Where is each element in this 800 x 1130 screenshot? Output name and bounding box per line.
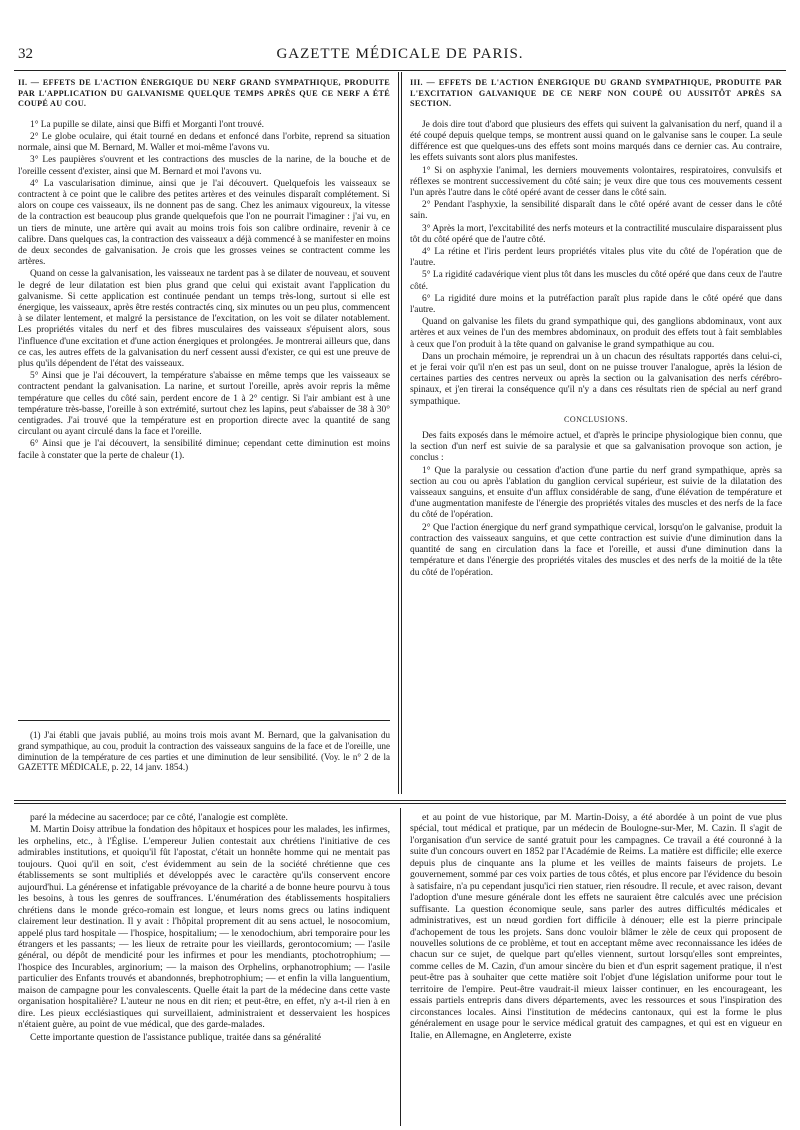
- column-divider-top: [398, 72, 399, 794]
- section-heading-iii: III. — EFFETS DE L'ACTION ÉNERGIQUE DU GRAND SYMPATHIQUE, PRODUITE PAR L'EXCITATION GALVANIQUE DE CE NERF NON COUPÉ OU AUSSITÔT APRÈS SA SECTION.: [410, 78, 782, 109]
- section-heading-ii: II. — EFFETS DE L'ACTION ÉNERGIQUE DU NERF GRAND SYMPATHIQUE, PRODUITE PAR L'APPLICATION DU GALVANISME QUELQUE TEMPS APRÈS QUE CE NERF A ÉTÉ COUPÉ AU COU.: [18, 78, 390, 109]
- paragraph: Je dois dire tout d'abord que plusieurs des effets qui suivent la galvanisation du nerf, quand il a été coupé depuis quelque temps, se montrent aussi quand on le galvanise sans le couper. La seule différence est que quelques-uns des effets sont moins marqués dans ce dernier cas. Au contraire, les effets suivants sont alors plus manifestes.: [410, 119, 782, 164]
- paragraph: 5° La rigidité cadavérique vient plus tôt dans les muscles du côté opéré que dans ceux de l'autre côté.: [410, 270, 782, 292]
- column-divider-top-2: [401, 72, 402, 794]
- paragraph: Quand on galvanise les filets du grand sympathique qui, des ganglions abdominaux, vont aux artères et aux veines de l'un des membres abdominaux, on produit des effets tout à fait semblables à ceux que l'on produit à la tête quand on galvanise le grand sympathique au cou.: [410, 317, 782, 350]
- paragraph: et au point de vue historique, par M. Martin-Doisy, a été abordée à un point de vue plus spécial, tout médical et pratique, par un médecin de Boulogne-sur-Mer, M. Cazin. Il s'agit de l'organisation d'un service de santé gratuit pour les campagnes. Ce travail a été couronné à la suite d'un concours ouvert en 1852 par l'Académie de Reims. La matière est difficile; elle exerce depuis plus de cinquante ans la plume et les veilles de maints faiseurs de projets. Le gouvernement, sommé par ces voix parties de tous côtés, et plus encore par l'évidence du besoin à satisfaire, n'a pu cependant jusqu'ici rien statuer, rien résoudre. Il recule, et avec raison, devant l'adoption d'une mesure générale dont les effets ne sauraient être calculés avec une précision suffisante. La question économique seule, sans parler des autres difficultés médicales et administratives, est un nœud gordien fort difficile à dénouer; elle est la pierre principale d'achopement de tous les projets. Sans donc vouloir blâmer le zèle de ceux qui proposent de nouvelles solutions de ce problème, et tout en acceptant même avec reconnaissance les idées de chacun sur ce sujet, de quelque part qu'elles viennent, surtout lorsqu'elles sont empreintes, comme celles de M. Cazin, d'un amour sincère du bien et d'un esprit sagement pratique, il n'est peut-être pas à souhaiter que cette matière soit l'objet d'une législation uniforme pour tout le territoire de l'empire. Peut-être vaudrait-il mieux laisser continuer, en les encourageant, les essais partiels entrepris dans divers départements, avec les ressources et sous l'inspiration des circonstances locales. Ainsi l'institution de médecins cantonaux, qui est la forme le plus généralement en usage pour le service médical gratuit des campagnes, et qui est en vigueur en Italie, en Allemagne, en Angleterre, existe: [410, 812, 782, 1041]
- paragraph: 5° Ainsi que je l'ai découvert, la température s'abaisse en même temps que les vaisseaux se contractent pendant la galvanisation. La narine, et surtout l'oreille, après avoir repris la même température que celles du côté sain, perdent encore de 1 à 2° centigr. Si l'air ambiant est à une température très-basse, l'oreille à son extrémité, surtout chez les lapins, peut s'abaisser de 38 à 30° centigrades. J'ai trouvé que la température est en proportion directe avec la quantité de sang circulant ou ayant circulé dans la face et l'oreille.: [18, 371, 390, 438]
- paragraph: 2° Que l'action énergique du nerf grand sympathique cervical, lorsqu'on le galvanise, produit la contraction des vaisseaux sanguins, et que cette contraction est suivie d'une diminution dans la quantité de sang en circulation dans la face et l'oreille, et aussi d'une diminution dans la température et dans l'énergie des propriétés vitales des muscles et des nerfs de la moitié de la tête du côté de l'opération.: [410, 522, 782, 578]
- paragraph: Cette importante question de l'assistance publique, traitée dans sa généralité: [30, 1031, 322, 1043]
- paragraph: paré la médecine au sacerdoce; par ce côté, l'analogie est complète.: [30, 812, 288, 823]
- right-bottom-column: [410, 812, 782, 1128]
- paragraph: 1° Que la paralysie ou cessation d'action d'une partie du nerf grand sympathique, après sa section au cou ou après l'ablation du ganglion cervical supérieur, est suivie de la dilatation des vaisseaux sanguins, et ensuite d'un afflux considérable de sang, d'une élévation de température et d'une augmentation manifeste de l'énergie des propriétés vitales des muscles et des nerfs de la face du côté de l'opération.: [410, 465, 782, 521]
- paragraph: 3° Les paupières s'ouvrent et les contractions des muscles de la narine, de la bouche et de l'oreille cessent d'exister, ainsi que M. Bernard et moi l'avons vu.: [18, 155, 390, 177]
- paragraph: 6° Ainsi que je l'ai découvert, la sensibilité diminue; cependant cette diminution est moins facile à constater que la perte de chaleur (1).: [18, 439, 390, 461]
- paragraph: 4° La vascularisation diminue, ainsi que je l'ai découvert. Quelquefois les vaisseaux se contractent à ce point que le calibre des petites artères et des veinules disparaît complétement. Si alors on coupe ces vaisseaux, ils ne donnent pas de sang. Chez les animaux vigoureux, la vitesse de la contraction est beaucoup plus grande quelquefois que l'on ne pourrait l'imaginer : j'ai vu, en un tiers de minute, une artère qui avait au moins trois fois son calibre ordinaire, revenir à ce calibre. Dans quelques cas, la contraction des vaisseaux a déjà commencé à se manifester en moins de deux secondes de galvanisation. Je crois que les grosses veines se contractent comme les artères.: [18, 178, 390, 268]
- conclusions-title: CONCLUSIONS.: [563, 414, 628, 424]
- paragraph: Quand on cesse la galvanisation, les vaisseaux ne tardent pas à se dilater de nouveau, et souvent le degré de leur dilatation est bien plus grand que celui qui existait avant l'application du galvanisme. Si cette application est continuée pendant un temps très-long, surtout si elle est énergique, les vaisseaux, après être restés contractés cinq, six minutes ou un peu plus, commencent à se dilater lentement, et malgré la persistance de l'excitation, on les voit se dilater notablement. Les propriétés vitales du nerf et des fibres musculaires des vaisseaux s'épuisent alors, sous l'influence d'une excitation et d'une action énergiques et prolongées. Je montrerai ailleurs que, dans ce cas, les autres effets de la galvanisation du nerf cessent aussi d'exister, ce qui est une preuve de plus qu'ils dépendent de l'état des vaisseaux.: [18, 269, 390, 370]
- footnote-rule: [18, 720, 390, 721]
- paragraph: Des faits exposés dans le mémoire actuel, et d'après le principe physiologique bien connu, que la section d'un nerf est suivie de sa paralysie et que sa galvanisation provoque son action, je conclus :: [410, 431, 782, 464]
- paragraph: M. Martin Doisy attribue la fondation des hôpitaux et hospices pour les malades, les infirmes, les orphelins, etc., à l'Église. L'empereur Julien contestait aux chrétiens l'initiative de ces admirables institutions, et quoiqu'il fût l'apostat, c'était un honnête homme qui ne mentait pas toujours. Quoi qu'il en soit, c'est évidemment au sein de la société chrétienne que ces établissements se sont multipliés et développés avec le caractère qu'ils conservent encore aujourd'hui. La générense et infatigable prévoyance de la charité a de bonne heure pourvu à tous les besoins, à tous les genres de souffrances. L'énumération des établissements hospitaliers chrétiens dans le monde gréco-romain est longue, et leurs noms grecs ou latins indiquent clairement leur destination. Il y avait : l'hôpital proprement dit au sens actuel, le nosocomium, appelé plus tard hospitale — l'hospice, hospitalium; — le xenodochium, abri temporaire pour les étrangers et les passants; — les lieux de retraite pour les vieillards, gerontocomium; — l'asile général, ou dépôt de mendicité pour les infirmes et pour les mendiants, ptochotrophium; — l'hospice des Incurables, arginorium; — la maison des Orphelins, orphanotrophium; — l'asile particulier des Enfants trouvés et abandonnés, brephotrophium; — et enfin la villa languentium, maison de campagne pour les convalescents. Quelle était la part de la médecine dans cette vaste organisation hospitalière? L'auteur ne nous en dit rien; et peut-être, en effet, n'y a-t-il rien à en dire. Les pieux ecclésiastiques qui surveillaient, administraient et desservaient les hospices n'étaient guère, au point de vue médical, que des garde-malades.: [18, 824, 390, 1031]
- paragraph: 4° La rétine et l'iris perdent leurs propriétés vitales plus vite du côté de l'opération que de l'autre.: [410, 247, 782, 269]
- paragraph: 3° Après la mort, l'excitabilité des nerfs moteurs et la contractilité musculaire disparaissent plus tôt du côté opéré que de l'autre côté.: [410, 223, 782, 245]
- left-bottom-column: [18, 812, 390, 1128]
- section-divider-2: [14, 803, 786, 804]
- paragraph: 6° La rigidité dure moins et la putréfaction paraît plus rapide dans le côté opéré que dans l'autre.: [410, 293, 782, 316]
- footnote: [18, 730, 390, 794]
- footnote-text: (1) J'ai établi que javais publié, au moins trois mois avant M. Bernard, que la galvanisation du grand sympathique, au cou, produit la contraction des vaisseaux sanguins de la face et de l'oreille, une diminution de la température de ces parties et une diminution de leur sensibilité. (Voy. le n° 2 de la GAZETTE MÉDICALE, p. 22, 14 janv. 1854.): [18, 730, 390, 773]
- paragraph: 1° La pupille se dilate, ainsi que Biffi et Morganti l'ont trouvé.: [30, 119, 264, 130]
- journal-title: GAZETTE MÉDICALE DE PARIS.: [276, 46, 524, 62]
- page-header: [14, 46, 786, 68]
- right-top-column: [410, 78, 782, 790]
- section-divider: [14, 800, 786, 801]
- paragraph: 2° Pendant l'asphyxie, la sensibilité disparaît dans le côté opéré avant de cesser dans le côté sain.: [410, 200, 782, 222]
- column-divider-bottom: [400, 808, 401, 1126]
- header-rule: [14, 70, 786, 71]
- paragraph: 1° Si on asphyxie l'animal, les derniers mouvements volontaires, respiratoires, convulsifs et réflexes se montrent successivement du côté sain; je veux dire que tous ces mouvements cessent l'un après l'autre dans le côté opéré avant de cesser dans le côté sain.: [410, 165, 782, 198]
- page-number: 32: [18, 46, 33, 62]
- paragraph: 2° Le globe oculaire, qui était tourné en dedans et enfoncé dans l'orbite, reprend sa situation normale, ainsi que M. Bernard, M. Waller et moi-même l'avons vu.: [18, 131, 390, 154]
- paragraph: Dans un prochain mémoire, je reprendrai un à un chacun des résultats rapportés dans celui-ci, et je ferai voir qu'il n'en est pas un seul, dont on ne puisse trouver l'analogue, après la lésion de certaines parties des centres nerveux ou après la section ou la galvanisation des nerfs cérébro-spinaux, et j'en tirerai la conséquence qu'il n'y a dans ces résultats rien de spécial au nerf grand sympathique.: [410, 351, 782, 407]
- left-top-column: [18, 78, 390, 718]
